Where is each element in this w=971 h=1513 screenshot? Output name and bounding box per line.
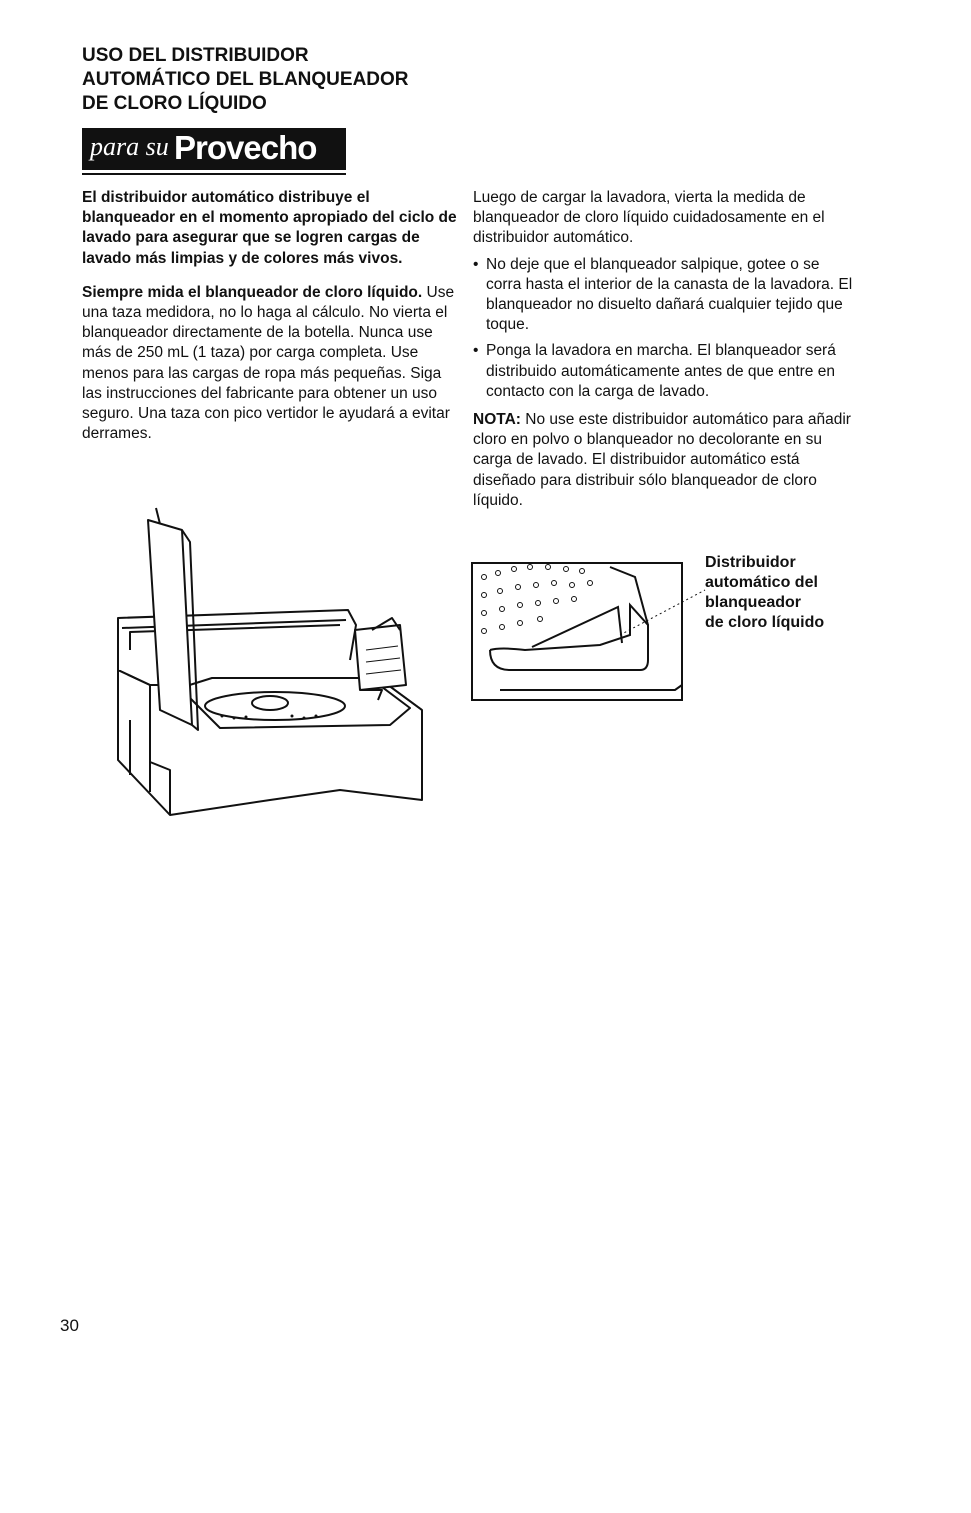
callout-line-4: de cloro líquido [705, 614, 825, 631]
dispenser-callout-label [705, 553, 824, 633]
measure-bold: Siempre mida el blanqueador de cloro líquido. [82, 283, 423, 301]
page-number: 30 [60, 1316, 79, 1335]
page-title [82, 44, 409, 116]
callout-line-2: automático del [705, 574, 818, 591]
logo-provecho: Provecho [174, 129, 317, 166]
washer-pouring-bleach-illustration [110, 500, 430, 830]
note-text: No use este distribuidor automático para añadir cloro en polvo o blanqueador no decolorante en su carga de lavado. El distribuidor automático está diseñado para distribuir sólo blanqueador de cloro líquido. [473, 411, 851, 509]
dispenser-detail-illustration [470, 555, 720, 705]
lead-paragraph: El distribuidor automático distribuye el blanqueador en el momento apropiado del ciclo de lavado para asegurar que se logren cargas de lavado más limpias y de colores más vivos. [82, 189, 457, 267]
bullet-item: • No deje que el blanqueador salpique, gotee o se corra hasta el interior de la canasta de la lavadora. El blanqueador no disuelto dañará cualquier tejido que toque. [473, 255, 853, 334]
title-line-3: DE CLORO LÍQUIDO [82, 93, 267, 114]
title-line-2: AUTOMÁTICO DEL BLANQUEADOR [82, 69, 409, 90]
bullet-text-2: Ponga la lavadora en marcha. El blanqueador será distribuido automáticamente antes de que entre en contacto con la carga de lavado. [486, 342, 836, 400]
measure-paragraph [82, 283, 460, 445]
bullet-item: • Ponga la lavadora en marcha. El blanqueador será distribuido automáticamente antes de que entre en contacto con la carga de lavado. [473, 342, 836, 400]
left-column [82, 188, 460, 458]
callout-line-3: blanqueador [705, 594, 802, 611]
intro-paragraph: Luego de cargar la lavadora, vierta la medida de blanqueador de cloro líquido cuidadosamente en el distribuidor automático. [473, 189, 825, 247]
logo-para-su: para su [90, 132, 169, 161]
title-line-1: USO DEL DISTRIBUIDOR [82, 45, 309, 66]
note-label: NOTA: [473, 411, 521, 429]
callout-line-1: Distribuidor [705, 554, 796, 571]
note-paragraph [473, 410, 858, 511]
measure-text: Use una taza medidora, no lo haga al cálculo. No vierta el blanqueador directamente de la botella. Nunca use más de 250 mL (1 taza) por carga completa. Use menos para las cargas de ropa más pequeñas. Siga las instrucciones del fabricante para obtener un uso seguro. Una taza con pico vertidor le ayudará a evitar derrames. [82, 283, 455, 443]
right-column [473, 188, 858, 525]
bullet-text-1: No deje que el blanqueador salpique, gotee o se corra hasta el interior de la canasta de la lavadora. El blanqueador no disuelto dañará cualquier tejido que toque. [486, 255, 853, 334]
para-su-provecho-logo [82, 128, 346, 170]
logo-underline [82, 173, 346, 175]
